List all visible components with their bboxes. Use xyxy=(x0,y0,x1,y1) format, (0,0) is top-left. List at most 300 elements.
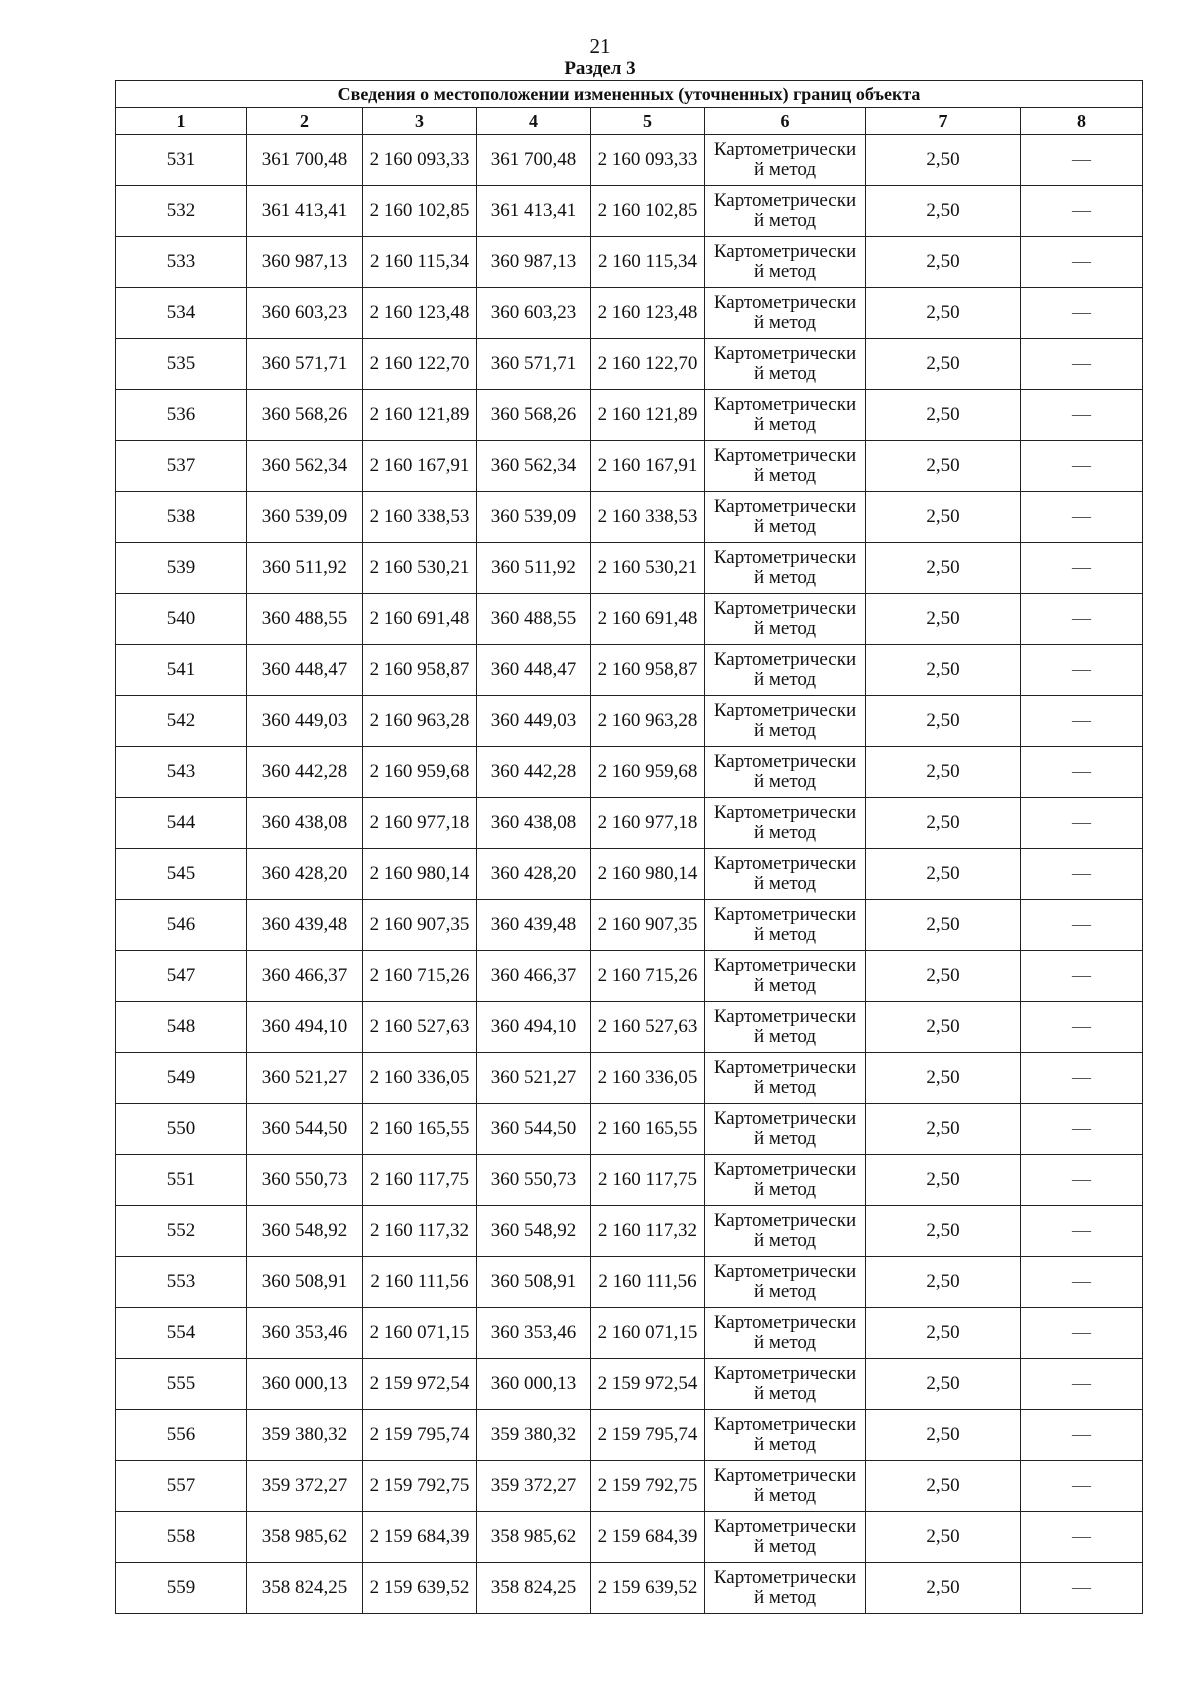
y-coordinate-existing-cell: 2 160 691,48 xyxy=(363,594,477,645)
x-coordinate-existing-cell: 358 824,25 xyxy=(247,1563,363,1614)
accuracy-cell: 2,50 xyxy=(866,1104,1021,1155)
description-cell: — xyxy=(1021,288,1143,339)
accuracy-cell: 2,50 xyxy=(866,288,1021,339)
accuracy-cell: 2,50 xyxy=(866,951,1021,1002)
y-coordinate-existing-cell: 2 160 715,26 xyxy=(363,951,477,1002)
method-text-line: Картометрически xyxy=(713,139,857,160)
point-number-cell: 547 xyxy=(116,951,247,1002)
y-coordinate-existing-cell: 2 160 117,32 xyxy=(363,1206,477,1257)
method-cell xyxy=(705,543,866,594)
method-cell xyxy=(705,1308,866,1359)
x-coordinate-existing-cell: 360 508,91 xyxy=(247,1257,363,1308)
description-cell: — xyxy=(1021,1002,1143,1053)
method-text-line: Картометрически xyxy=(713,292,857,313)
x-coordinate-existing-cell: 360 539,09 xyxy=(247,492,363,543)
y-coordinate-updated-cell: 2 159 972,54 xyxy=(591,1359,705,1410)
x-coordinate-updated-cell: 360 442,28 xyxy=(477,747,591,798)
y-coordinate-existing-cell: 2 159 684,39 xyxy=(363,1512,477,1563)
point-number-cell: 546 xyxy=(116,900,247,951)
point-number-cell: 553 xyxy=(116,1257,247,1308)
description-cell: — xyxy=(1021,1563,1143,1614)
y-coordinate-existing-cell: 2 159 795,74 xyxy=(363,1410,477,1461)
description-cell: — xyxy=(1021,1155,1143,1206)
method-text-line: й метод xyxy=(753,261,817,282)
y-coordinate-updated-cell: 2 160 117,75 xyxy=(591,1155,705,1206)
point-number-cell: 545 xyxy=(116,849,247,900)
y-coordinate-updated-cell: 2 159 795,74 xyxy=(591,1410,705,1461)
table-row xyxy=(116,594,1143,645)
x-coordinate-existing-cell: 360 521,27 xyxy=(247,1053,363,1104)
y-coordinate-existing-cell: 2 160 093,33 xyxy=(363,135,477,186)
y-coordinate-existing-cell: 2 160 977,18 xyxy=(363,798,477,849)
method-text-line: Картометрически xyxy=(713,1057,857,1078)
x-coordinate-updated-cell: 359 380,32 xyxy=(477,1410,591,1461)
accuracy-cell: 2,50 xyxy=(866,900,1021,951)
column-number-2: 2 xyxy=(247,108,363,135)
method-text-line: Картометрически xyxy=(713,802,857,823)
accuracy-cell: 2,50 xyxy=(866,186,1021,237)
table-caption: Сведения о местоположении измененных (уточненных) границ объекта xyxy=(116,81,1143,108)
x-coordinate-existing-cell: 360 448,47 xyxy=(247,645,363,696)
accuracy-cell: 2,50 xyxy=(866,696,1021,747)
y-coordinate-updated-cell: 2 160 123,48 xyxy=(591,288,705,339)
method-text-line: Картометрически xyxy=(713,1210,857,1231)
x-coordinate-updated-cell: 360 488,55 xyxy=(477,594,591,645)
y-coordinate-updated-cell: 2 160 527,63 xyxy=(591,1002,705,1053)
method-text-line: й метод xyxy=(753,924,817,945)
method-cell xyxy=(705,1257,866,1308)
y-coordinate-updated-cell: 2 160 117,32 xyxy=(591,1206,705,1257)
table-row xyxy=(116,798,1143,849)
method-text-line: й метод xyxy=(753,669,817,690)
method-cell xyxy=(705,1512,866,1563)
point-number-cell: 550 xyxy=(116,1104,247,1155)
method-text-line: Картометрически xyxy=(713,1312,857,1333)
point-number-cell: 559 xyxy=(116,1563,247,1614)
method-text-line: Картометрически xyxy=(713,190,857,211)
x-coordinate-updated-cell: 358 985,62 xyxy=(477,1512,591,1563)
method-text-line: й метод xyxy=(753,1128,817,1149)
x-coordinate-updated-cell: 360 568,26 xyxy=(477,390,591,441)
description-cell: — xyxy=(1021,594,1143,645)
y-coordinate-existing-cell: 2 159 972,54 xyxy=(363,1359,477,1410)
x-coordinate-updated-cell: 360 494,10 xyxy=(477,1002,591,1053)
x-coordinate-existing-cell: 360 544,50 xyxy=(247,1104,363,1155)
y-coordinate-updated-cell: 2 160 115,34 xyxy=(591,237,705,288)
description-cell: — xyxy=(1021,1053,1143,1104)
column-number-row xyxy=(116,108,1143,135)
x-coordinate-existing-cell: 360 439,48 xyxy=(247,900,363,951)
table-row xyxy=(116,1512,1143,1563)
y-coordinate-existing-cell: 2 160 980,14 xyxy=(363,849,477,900)
x-coordinate-updated-cell: 360 603,23 xyxy=(477,288,591,339)
accuracy-cell: 2,50 xyxy=(866,1461,1021,1512)
x-coordinate-updated-cell: 360 438,08 xyxy=(477,798,591,849)
x-coordinate-existing-cell: 360 428,20 xyxy=(247,849,363,900)
method-text-line: й метод xyxy=(753,873,817,894)
y-coordinate-existing-cell: 2 160 907,35 xyxy=(363,900,477,951)
point-number-cell: 548 xyxy=(116,1002,247,1053)
y-coordinate-updated-cell: 2 160 336,05 xyxy=(591,1053,705,1104)
method-text-line: й метод xyxy=(753,159,817,180)
x-coordinate-updated-cell: 360 550,73 xyxy=(477,1155,591,1206)
point-number-cell: 543 xyxy=(116,747,247,798)
x-coordinate-updated-cell: 360 466,37 xyxy=(477,951,591,1002)
point-number-cell: 552 xyxy=(116,1206,247,1257)
x-coordinate-existing-cell: 360 603,23 xyxy=(247,288,363,339)
method-cell xyxy=(705,1104,866,1155)
column-number-5: 5 xyxy=(591,108,705,135)
method-text-line: й метод xyxy=(753,363,817,384)
x-coordinate-existing-cell: 360 987,13 xyxy=(247,237,363,288)
method-text-line: Картометрически xyxy=(713,1261,857,1282)
accuracy-cell: 2,50 xyxy=(866,1257,1021,1308)
accuracy-cell: 2,50 xyxy=(866,390,1021,441)
table-row xyxy=(116,1104,1143,1155)
method-text-line: Картометрически xyxy=(713,853,857,874)
description-cell: — xyxy=(1021,1410,1143,1461)
y-coordinate-existing-cell: 2 160 121,89 xyxy=(363,390,477,441)
description-cell: — xyxy=(1021,339,1143,390)
x-coordinate-existing-cell: 358 985,62 xyxy=(247,1512,363,1563)
description-cell: — xyxy=(1021,849,1143,900)
table-row xyxy=(116,1206,1143,1257)
point-number-cell: 557 xyxy=(116,1461,247,1512)
y-coordinate-existing-cell: 2 160 117,75 xyxy=(363,1155,477,1206)
column-number-4: 4 xyxy=(477,108,591,135)
description-cell: — xyxy=(1021,390,1143,441)
x-coordinate-updated-cell: 360 539,09 xyxy=(477,492,591,543)
method-text-line: Картометрически xyxy=(713,649,857,670)
x-coordinate-updated-cell: 360 511,92 xyxy=(477,543,591,594)
y-coordinate-existing-cell: 2 159 639,52 xyxy=(363,1563,477,1614)
accuracy-cell: 2,50 xyxy=(866,492,1021,543)
y-coordinate-existing-cell: 2 160 959,68 xyxy=(363,747,477,798)
method-text-line: Картометрически xyxy=(713,394,857,415)
table-row xyxy=(116,1002,1143,1053)
point-number-cell: 535 xyxy=(116,339,247,390)
x-coordinate-updated-cell: 361 413,41 xyxy=(477,186,591,237)
method-cell xyxy=(705,798,866,849)
y-coordinate-existing-cell: 2 160 338,53 xyxy=(363,492,477,543)
y-coordinate-updated-cell: 2 160 121,89 xyxy=(591,390,705,441)
point-number-cell: 533 xyxy=(116,237,247,288)
method-text-line: Картометрически xyxy=(713,1363,857,1384)
x-coordinate-existing-cell: 359 380,32 xyxy=(247,1410,363,1461)
coordinates-table xyxy=(115,80,1143,1614)
x-coordinate-existing-cell: 360 548,92 xyxy=(247,1206,363,1257)
y-coordinate-updated-cell: 2 159 639,52 xyxy=(591,1563,705,1614)
x-coordinate-updated-cell: 360 508,91 xyxy=(477,1257,591,1308)
table-row xyxy=(116,1257,1143,1308)
table-row xyxy=(116,441,1143,492)
x-coordinate-existing-cell: 360 353,46 xyxy=(247,1308,363,1359)
method-text-line: Картометрически xyxy=(713,1414,857,1435)
accuracy-cell: 2,50 xyxy=(866,1359,1021,1410)
method-cell xyxy=(705,288,866,339)
method-cell xyxy=(705,492,866,543)
table-row xyxy=(116,390,1143,441)
method-text-line: й метод xyxy=(753,1485,817,1506)
y-coordinate-existing-cell: 2 160 167,91 xyxy=(363,441,477,492)
y-coordinate-updated-cell: 2 160 959,68 xyxy=(591,747,705,798)
accuracy-cell: 2,50 xyxy=(866,849,1021,900)
y-coordinate-updated-cell: 2 160 122,70 xyxy=(591,339,705,390)
point-number-cell: 538 xyxy=(116,492,247,543)
method-cell xyxy=(705,1359,866,1410)
method-text-line: Картометрически xyxy=(713,751,857,772)
method-text-line: Картометрически xyxy=(713,1159,857,1180)
table-row xyxy=(116,696,1143,747)
point-number-cell: 531 xyxy=(116,135,247,186)
y-coordinate-updated-cell: 2 160 111,56 xyxy=(591,1257,705,1308)
point-number-cell: 556 xyxy=(116,1410,247,1461)
x-coordinate-updated-cell: 360 353,46 xyxy=(477,1308,591,1359)
y-coordinate-updated-cell: 2 160 530,21 xyxy=(591,543,705,594)
x-coordinate-updated-cell: 358 824,25 xyxy=(477,1563,591,1614)
description-cell: — xyxy=(1021,1104,1143,1155)
method-cell xyxy=(705,1461,866,1512)
y-coordinate-existing-cell: 2 160 958,87 xyxy=(363,645,477,696)
method-cell xyxy=(705,390,866,441)
y-coordinate-updated-cell: 2 160 338,53 xyxy=(591,492,705,543)
x-coordinate-existing-cell: 360 494,10 xyxy=(247,1002,363,1053)
y-coordinate-existing-cell: 2 160 527,63 xyxy=(363,1002,477,1053)
description-cell: — xyxy=(1021,696,1143,747)
method-text-line: й метод xyxy=(753,618,817,639)
method-text-line: Картометрически xyxy=(713,241,857,262)
accuracy-cell: 2,50 xyxy=(866,1410,1021,1461)
y-coordinate-updated-cell: 2 159 684,39 xyxy=(591,1512,705,1563)
table-row xyxy=(116,135,1143,186)
description-cell: — xyxy=(1021,543,1143,594)
method-cell xyxy=(705,1002,866,1053)
method-cell xyxy=(705,849,866,900)
method-text-line: Картометрически xyxy=(713,547,857,568)
description-cell: — xyxy=(1021,798,1143,849)
description-cell: — xyxy=(1021,1359,1143,1410)
x-coordinate-updated-cell: 360 000,13 xyxy=(477,1359,591,1410)
table-row xyxy=(116,1053,1143,1104)
accuracy-cell: 2,50 xyxy=(866,1206,1021,1257)
accuracy-cell: 2,50 xyxy=(866,339,1021,390)
column-number-6: 6 xyxy=(705,108,866,135)
method-cell xyxy=(705,1155,866,1206)
method-cell xyxy=(705,594,866,645)
accuracy-cell: 2,50 xyxy=(866,237,1021,288)
x-coordinate-updated-cell: 359 372,27 xyxy=(477,1461,591,1512)
x-coordinate-updated-cell: 360 544,50 xyxy=(477,1104,591,1155)
method-text-line: Картометрически xyxy=(713,1567,857,1588)
x-coordinate-updated-cell: 360 521,27 xyxy=(477,1053,591,1104)
accuracy-cell: 2,50 xyxy=(866,594,1021,645)
point-number-cell: 541 xyxy=(116,645,247,696)
y-coordinate-updated-cell: 2 160 715,26 xyxy=(591,951,705,1002)
description-cell: — xyxy=(1021,186,1143,237)
page-number: 21 xyxy=(589,34,611,58)
x-coordinate-updated-cell: 360 449,03 xyxy=(477,696,591,747)
x-coordinate-existing-cell: 360 442,28 xyxy=(247,747,363,798)
accuracy-cell: 2,50 xyxy=(866,747,1021,798)
method-text-line: Картометрически xyxy=(713,700,857,721)
method-text-line: й метод xyxy=(753,1026,817,1047)
table-row xyxy=(116,645,1143,696)
method-text-line: й метод xyxy=(753,1536,817,1557)
point-number-cell: 554 xyxy=(116,1308,247,1359)
accuracy-cell: 2,50 xyxy=(866,798,1021,849)
method-cell xyxy=(705,747,866,798)
method-cell xyxy=(705,951,866,1002)
table-row xyxy=(116,951,1143,1002)
y-coordinate-updated-cell: 2 160 167,91 xyxy=(591,441,705,492)
point-number-cell: 537 xyxy=(116,441,247,492)
y-coordinate-existing-cell: 2 160 165,55 xyxy=(363,1104,477,1155)
y-coordinate-existing-cell: 2 160 530,21 xyxy=(363,543,477,594)
description-cell: — xyxy=(1021,1461,1143,1512)
y-coordinate-existing-cell: 2 160 123,48 xyxy=(363,288,477,339)
accuracy-cell: 2,50 xyxy=(866,1053,1021,1104)
method-cell xyxy=(705,135,866,186)
column-number-3: 3 xyxy=(363,108,477,135)
y-coordinate-updated-cell: 2 160 963,28 xyxy=(591,696,705,747)
method-text-line: й метод xyxy=(753,975,817,996)
y-coordinate-updated-cell: 2 160 102,85 xyxy=(591,186,705,237)
point-number-cell: 555 xyxy=(116,1359,247,1410)
description-cell: — xyxy=(1021,441,1143,492)
description-cell: — xyxy=(1021,900,1143,951)
method-cell xyxy=(705,1206,866,1257)
method-text-line: Картометрически xyxy=(713,955,857,976)
x-coordinate-updated-cell: 361 700,48 xyxy=(477,135,591,186)
description-cell: — xyxy=(1021,645,1143,696)
column-number-8: 8 xyxy=(1021,108,1143,135)
y-coordinate-updated-cell: 2 159 792,75 xyxy=(591,1461,705,1512)
method-text-line: й метод xyxy=(753,822,817,843)
method-cell xyxy=(705,696,866,747)
x-coordinate-updated-cell: 360 428,20 xyxy=(477,849,591,900)
table-row xyxy=(116,288,1143,339)
method-text-line: Картометрически xyxy=(713,343,857,364)
method-text-line: Картометрически xyxy=(713,496,857,517)
method-cell xyxy=(705,1563,866,1614)
table-row xyxy=(116,747,1143,798)
accuracy-cell: 2,50 xyxy=(866,1308,1021,1359)
description-cell: — xyxy=(1021,492,1143,543)
x-coordinate-existing-cell: 361 413,41 xyxy=(247,186,363,237)
point-number-cell: 539 xyxy=(116,543,247,594)
x-coordinate-existing-cell: 360 000,13 xyxy=(247,1359,363,1410)
y-coordinate-updated-cell: 2 160 691,48 xyxy=(591,594,705,645)
method-cell xyxy=(705,1410,866,1461)
method-text-line: й метод xyxy=(753,771,817,792)
method-text-line: й метод xyxy=(753,1230,817,1251)
description-cell: — xyxy=(1021,951,1143,1002)
method-text-line: Картометрически xyxy=(713,904,857,925)
point-number-cell: 534 xyxy=(116,288,247,339)
point-number-cell: 558 xyxy=(116,1512,247,1563)
table-row xyxy=(116,237,1143,288)
description-cell: — xyxy=(1021,135,1143,186)
method-text-line: й метод xyxy=(753,1179,817,1200)
accuracy-cell: 2,50 xyxy=(866,135,1021,186)
table-body xyxy=(116,135,1143,1614)
description-cell: — xyxy=(1021,1512,1143,1563)
x-coordinate-updated-cell: 360 987,13 xyxy=(477,237,591,288)
point-number-cell: 549 xyxy=(116,1053,247,1104)
method-text-line: й метод xyxy=(753,465,817,486)
point-number-cell: 532 xyxy=(116,186,247,237)
method-text-line: й метод xyxy=(753,1332,817,1353)
method-text-line: Картометрически xyxy=(713,1108,857,1129)
table-row xyxy=(116,1410,1143,1461)
description-cell: — xyxy=(1021,1206,1143,1257)
method-text-line: Картометрически xyxy=(713,1465,857,1486)
table-row xyxy=(116,339,1143,390)
method-text-line: Картометрически xyxy=(713,1516,857,1537)
method-text-line: й метод xyxy=(753,1383,817,1404)
description-cell: — xyxy=(1021,1308,1143,1359)
point-number-cell: 542 xyxy=(116,696,247,747)
x-coordinate-existing-cell: 360 466,37 xyxy=(247,951,363,1002)
method-text-line: й метод xyxy=(753,210,817,231)
column-number-7: 7 xyxy=(866,108,1021,135)
method-text-line: й метод xyxy=(753,567,817,588)
method-cell xyxy=(705,339,866,390)
y-coordinate-existing-cell: 2 160 122,70 xyxy=(363,339,477,390)
column-number-1: 1 xyxy=(116,108,247,135)
y-coordinate-updated-cell: 2 160 977,18 xyxy=(591,798,705,849)
accuracy-cell: 2,50 xyxy=(866,1512,1021,1563)
x-coordinate-existing-cell: 360 562,34 xyxy=(247,441,363,492)
point-number-cell: 551 xyxy=(116,1155,247,1206)
x-coordinate-updated-cell: 360 571,71 xyxy=(477,339,591,390)
description-cell: — xyxy=(1021,1257,1143,1308)
y-coordinate-existing-cell: 2 160 102,85 xyxy=(363,186,477,237)
table-row xyxy=(116,900,1143,951)
x-coordinate-existing-cell: 360 438,08 xyxy=(247,798,363,849)
y-coordinate-updated-cell: 2 160 071,15 xyxy=(591,1308,705,1359)
x-coordinate-updated-cell: 360 448,47 xyxy=(477,645,591,696)
method-text-line: й метод xyxy=(753,1434,817,1455)
x-coordinate-existing-cell: 359 372,27 xyxy=(247,1461,363,1512)
accuracy-cell: 2,50 xyxy=(866,1002,1021,1053)
method-cell xyxy=(705,645,866,696)
method-text-line: й метод xyxy=(753,1077,817,1098)
table-row xyxy=(116,1308,1143,1359)
section-title: Раздел 3 xyxy=(564,58,636,79)
x-coordinate-existing-cell: 360 488,55 xyxy=(247,594,363,645)
y-coordinate-existing-cell: 2 159 792,75 xyxy=(363,1461,477,1512)
table-row xyxy=(116,1359,1143,1410)
method-cell xyxy=(705,186,866,237)
y-coordinate-existing-cell: 2 160 071,15 xyxy=(363,1308,477,1359)
method-text-line: й метод xyxy=(753,1281,817,1302)
accuracy-cell: 2,50 xyxy=(866,1563,1021,1614)
y-coordinate-updated-cell: 2 160 093,33 xyxy=(591,135,705,186)
method-text-line: й метод xyxy=(753,1587,817,1608)
method-cell xyxy=(705,441,866,492)
method-text-line: Картометрически xyxy=(713,598,857,619)
accuracy-cell: 2,50 xyxy=(866,441,1021,492)
x-coordinate-updated-cell: 360 439,48 xyxy=(477,900,591,951)
x-coordinate-updated-cell: 360 548,92 xyxy=(477,1206,591,1257)
accuracy-cell: 2,50 xyxy=(866,645,1021,696)
table-row xyxy=(116,543,1143,594)
y-coordinate-existing-cell: 2 160 336,05 xyxy=(363,1053,477,1104)
x-coordinate-existing-cell: 360 511,92 xyxy=(247,543,363,594)
y-coordinate-updated-cell: 2 160 907,35 xyxy=(591,900,705,951)
table-row xyxy=(116,1563,1143,1614)
